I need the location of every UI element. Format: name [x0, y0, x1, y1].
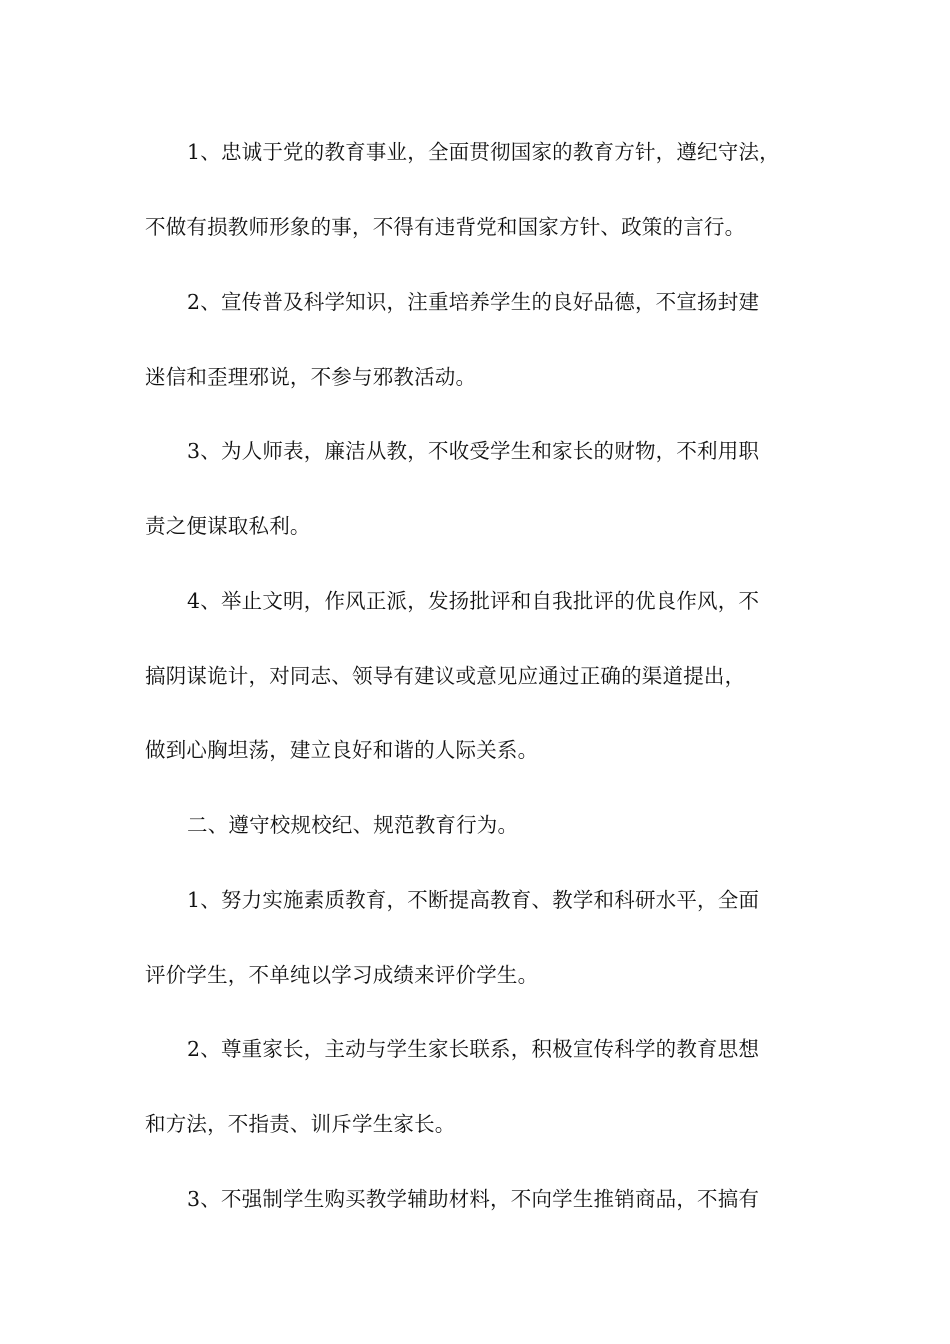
- paragraph-line: 搞阴谋诡计，对同志、领导有建议或意见应通过正确的渠道提出，: [145, 664, 746, 688]
- section-heading: 二、遵守校规校纪、规范教育行为。: [187, 813, 519, 837]
- paragraph-line: 3、为人师表，廉洁从教，不收受学生和家长的财物，不利用职: [187, 439, 760, 463]
- paragraph-line: 和方法，不指责、训斥学生家长。: [145, 1112, 456, 1136]
- paragraph-line: 做到心胸坦荡，建立良好和谐的人际关系。: [145, 738, 539, 762]
- paragraph-line: 3、不强制学生购买教学辅助材料，不向学生推销商品，不搞有: [187, 1187, 760, 1211]
- paragraph-line: 评价学生，不单纯以学习成绩来评价学生。: [145, 963, 539, 987]
- paragraph-line: 不做有损教师形象的事，不得有违背党和国家方针、政策的言行。: [145, 215, 746, 239]
- paragraph-line: 2、尊重家长，主动与学生家长联系，积极宣传科学的教育思想: [187, 1037, 760, 1061]
- paragraph-line: 迷信和歪理邪说，不参与邪教活动。: [145, 365, 477, 389]
- paragraph-line: 2、宣传普及科学知识，注重培养学生的良好品德，不宣扬封建: [187, 290, 760, 314]
- paragraph-line: 责之便谋取私利。: [145, 514, 311, 538]
- paragraph-line: 1、努力实施素质教育，不断提高教育、教学和科研水平，全面: [187, 888, 760, 912]
- paragraph-line: 1、忠诚于党的教育事业，全面贯彻国家的教育方针，遵纪守法，: [187, 140, 780, 164]
- paragraph-line: 4、举止文明，作风正派，发扬批评和自我批评的优良作风，不: [187, 589, 760, 613]
